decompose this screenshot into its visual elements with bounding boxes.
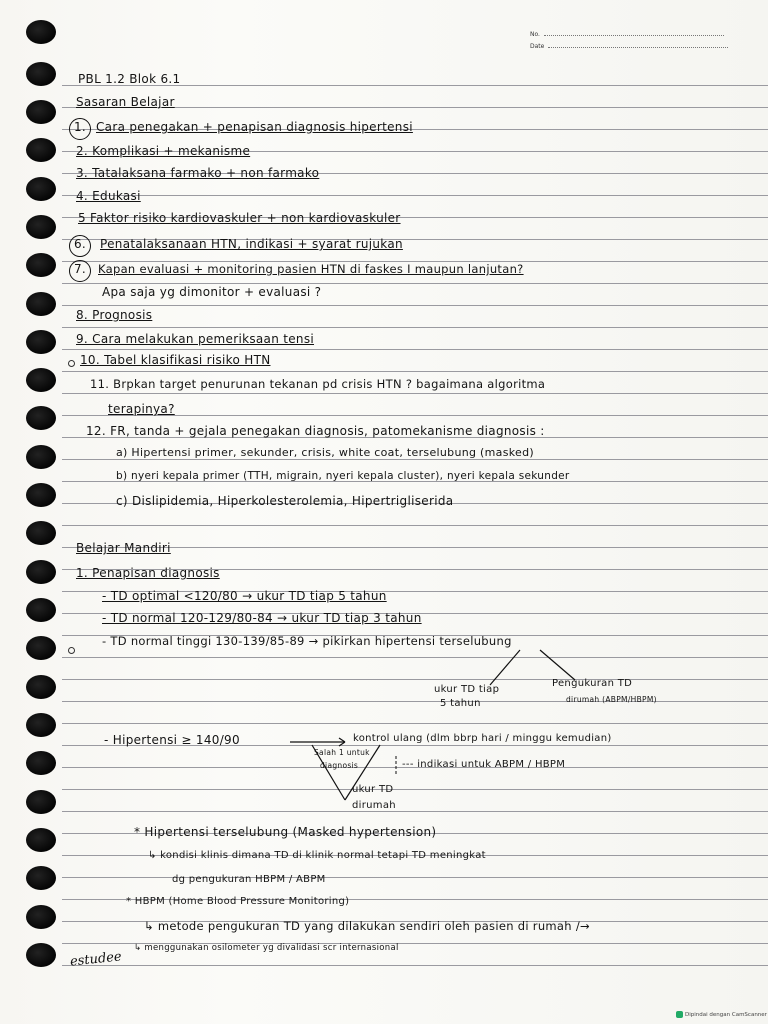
list-item: dg pengukuran HBPM / ABPM (172, 874, 326, 885)
branch-note: kontrol ulang (dlm bbrp hari / minggu kemudian) (353, 733, 612, 744)
list-item: terapinya? (108, 402, 175, 416)
list-item: 2. Komplikasi + mekanisme (76, 144, 251, 158)
binder-hole (26, 368, 56, 392)
binder-hole (26, 598, 56, 622)
list-item: 11. Brpkan target penurunan tekanan pd crisis HTN ? bagaimana algoritma (90, 377, 546, 391)
list-item: 3. Tatalaksana farmako + non farmako (76, 166, 320, 180)
binder-hole (26, 905, 56, 929)
list-item: ↳ metode pengukuran TD yang dilakukan sendiri oleh pasien di rumah /→ (144, 919, 590, 933)
binder-hole (26, 560, 56, 584)
list-item: * Hipertensi terselubung (Masked hypertension) (134, 825, 437, 839)
date-label: Date (530, 43, 545, 50)
bullet-mark (68, 647, 75, 654)
branch-note: dirumah (ABPM/HBPM) (566, 695, 657, 704)
binder-hole (26, 292, 56, 316)
binder-hole (26, 253, 56, 277)
binder-hole (26, 100, 56, 124)
binder-hole (26, 62, 56, 86)
list-item: 10. Tabel klasifikasi risiko HTN (80, 353, 271, 367)
list-item: 5 Faktor risiko kardiovaskuler + non kardiovaskuler (78, 211, 401, 225)
binder-hole (26, 790, 56, 814)
branch-note: ukur TD (352, 784, 394, 795)
branch-note: dirumah (352, 800, 396, 811)
list-item: ↳ kondisi klinis dimana TD di klinik normal tetapi TD meningkat (148, 850, 486, 861)
list-item: 9. Cara melakukan pemeriksaan tensi (76, 332, 315, 346)
binder-hole (26, 138, 56, 162)
scanner-watermark (676, 1011, 767, 1018)
item-number: 6. (74, 237, 87, 251)
list-item: 8. Prognosis (76, 308, 153, 322)
binder-hole (26, 751, 56, 775)
header-date (530, 43, 728, 50)
section-heading-belajar: Belajar Mandiri (76, 541, 171, 555)
binder-hole (26, 866, 56, 890)
binder-hole (26, 828, 56, 852)
item-number: 7. (74, 262, 87, 276)
list-item: ↳ menggunakan osilometer yg divalidasi scr internasional (134, 943, 399, 953)
list-item: Apa saja yg dimonitor + evaluasi ? (102, 285, 322, 299)
list-item: - TD optimal <120/80 → ukur TD tiap 5 tahun (102, 589, 387, 603)
section-heading-sasaran: Sasaran Belajar (76, 95, 175, 109)
binder-holes (18, 20, 58, 1000)
branch-note: diagnosis (320, 761, 359, 770)
list-item: Penatalaksanaan HTN, indikasi + syarat rujukan (100, 237, 403, 251)
list-item: c) Dislipidemia, Hiperkolesterolemia, Hipertrigliserida (116, 494, 454, 508)
binder-hole (26, 445, 56, 469)
binder-hole (26, 483, 56, 507)
branch-note: Salah 1 untuk (314, 748, 370, 757)
no-label: No. (530, 31, 540, 38)
list-item: - TD normal tinggi 130-139/85-89 → pikirkan hipertensi terselubung (102, 634, 512, 648)
list-item: 1. Penapisan diagnosis (76, 566, 220, 580)
header-no (530, 31, 724, 38)
camscanner-icon (676, 1011, 683, 1018)
list-item: 4. Edukasi (76, 189, 141, 203)
list-item: Cara penegakan + penapisan diagnosis hipertensi (96, 120, 413, 134)
list-item: b) nyeri kepala primer (TTH, migrain, nyeri kepala cluster), nyeri kepala sekunder (116, 470, 570, 482)
binder-hole (26, 943, 56, 967)
estudee-logo: estudee (69, 949, 123, 970)
binder-hole (26, 675, 56, 699)
list-item: - TD normal 120-129/80-84 → ukur TD tiap 3 tahun (102, 611, 422, 625)
binder-hole (26, 636, 56, 660)
list-item: - Hipertensi ≥ 140/90 (104, 733, 240, 747)
branch-note: ukur TD tiap (434, 684, 500, 695)
page-title: PBL 1.2 Blok 6.1 (78, 72, 181, 86)
binder-hole (26, 406, 56, 430)
binder-hole (26, 177, 56, 201)
branch-note: 5 tahun (440, 698, 481, 709)
list-item: 12. FR, tanda + gejala penegakan diagnosis, patomekanisme diagnosis : (86, 424, 545, 438)
branch-note: --- indikasi untuk ABPM / HBPM (402, 759, 566, 770)
binder-hole (26, 20, 56, 44)
list-item: a) Hipertensi primer, sekunder, crisis, white coat, terselubung (masked) (116, 446, 534, 459)
bullet-mark (68, 360, 75, 367)
branch-note: Pengukuran TD (552, 678, 633, 689)
binder-hole (26, 713, 56, 737)
binder-hole (26, 215, 56, 239)
scanner-text: Dipindai dengan CamScanner (685, 1011, 767, 1018)
item-number: 1. (74, 120, 87, 134)
binder-hole (26, 330, 56, 354)
binder-hole (26, 521, 56, 545)
list-item: Kapan evaluasi + monitoring pasien HTN di faskes I maupun lanjutan? (98, 262, 524, 276)
list-item: * HBPM (Home Blood Pressure Monitoring) (126, 896, 350, 907)
